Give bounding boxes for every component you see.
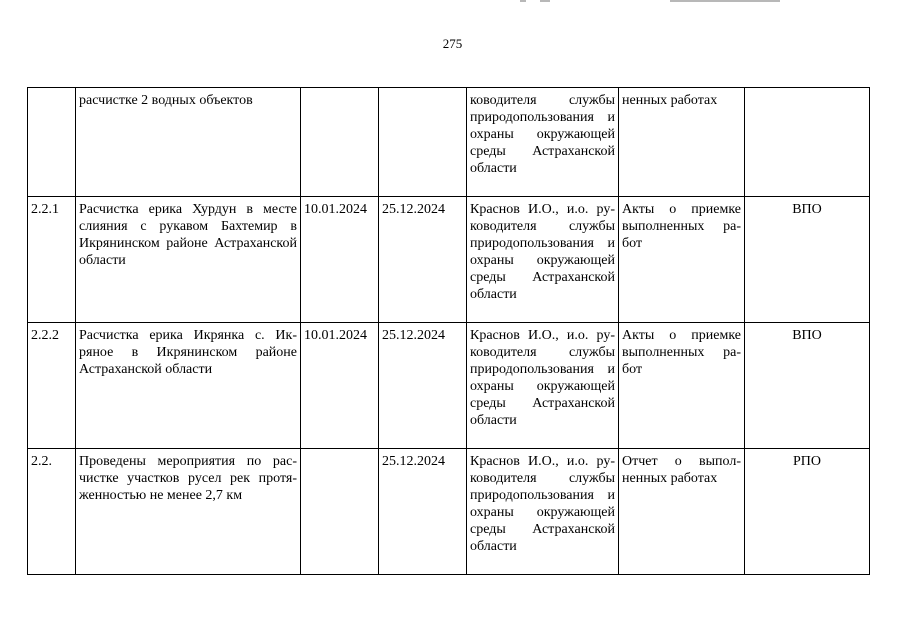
responsible-person: Краснов И.О., и.о. руководителя службы природопользования и охраны окружающей среды Астраханской области	[467, 323, 619, 449]
row-number: 2.2.2	[28, 323, 76, 449]
row-number	[28, 88, 76, 197]
result-document: ненных работах	[619, 88, 745, 197]
activity-name: расчистке 2 водных объектов	[76, 88, 301, 197]
activity-name: Расчистка ерика Хурдун в месте слияния с рукавом Бахтемир в Икрянинском районе Астраханской области	[76, 197, 301, 323]
end-date: 25.12.2024	[379, 323, 467, 449]
activity-table	[27, 87, 870, 575]
end-date	[379, 88, 467, 197]
table-row	[28, 449, 870, 575]
row-number: 2.2.	[28, 449, 76, 575]
result-document: Отчет о выполненных работах	[619, 449, 745, 575]
start-date	[301, 88, 379, 197]
start-date: 10.01.2024	[301, 197, 379, 323]
control-type: ВПО	[745, 197, 870, 323]
page-number: 275	[442, 36, 463, 51]
start-date	[301, 449, 379, 575]
result-document: Акты о приемке выполненных работ	[619, 323, 745, 449]
end-date: 25.12.2024	[379, 449, 467, 575]
table-row	[28, 88, 870, 197]
responsible-person: ководителя службы природопользования и охраны окружающей среды Астраханской области	[467, 88, 619, 197]
control-type	[745, 88, 870, 197]
start-date: 10.01.2024	[301, 323, 379, 449]
control-type: ВПО	[745, 323, 870, 449]
table-row	[28, 323, 870, 449]
row-number: 2.2.1	[28, 197, 76, 323]
responsible-person: Краснов И.О., и.о. руководителя службы природопользования и охраны окружающей среды Астраханской области	[467, 197, 619, 323]
result-document: Акты о приемке выполненных работ	[619, 197, 745, 323]
activity-name: Проведены мероприятия по расчистке участков русел рек протяженностью не менее 2,7 км	[76, 449, 301, 575]
table-row	[28, 197, 870, 323]
activity-name: Расчистка ерика Икрянка с. Икряное в Икрянинском районе Астраханской области	[76, 323, 301, 449]
scan-header-marks	[520, 0, 780, 3]
control-type: РПО	[745, 449, 870, 575]
end-date: 25.12.2024	[379, 197, 467, 323]
responsible-person: Краснов И.О., и.о. руководителя службы природопользования и охраны окружающей среды Астраханской области	[467, 449, 619, 575]
